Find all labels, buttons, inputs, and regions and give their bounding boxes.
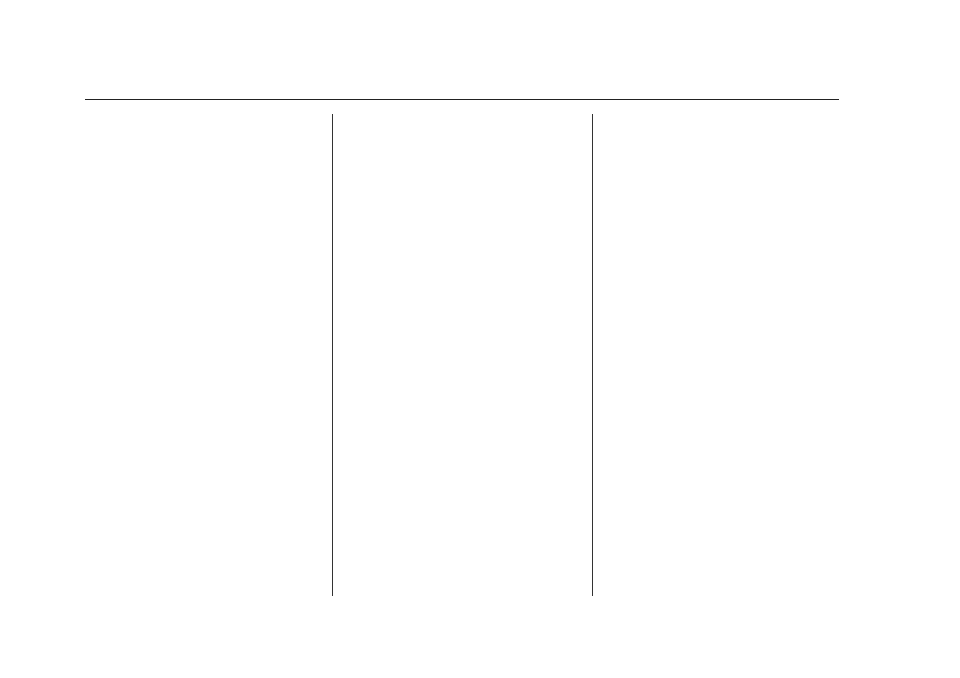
- column-middle: [345, 111, 577, 124]
- column-divider: [592, 114, 593, 596]
- column-divider: [332, 114, 333, 596]
- header-rule: [85, 99, 839, 100]
- column-left: [85, 111, 317, 122]
- page-header: [85, 70, 99, 91]
